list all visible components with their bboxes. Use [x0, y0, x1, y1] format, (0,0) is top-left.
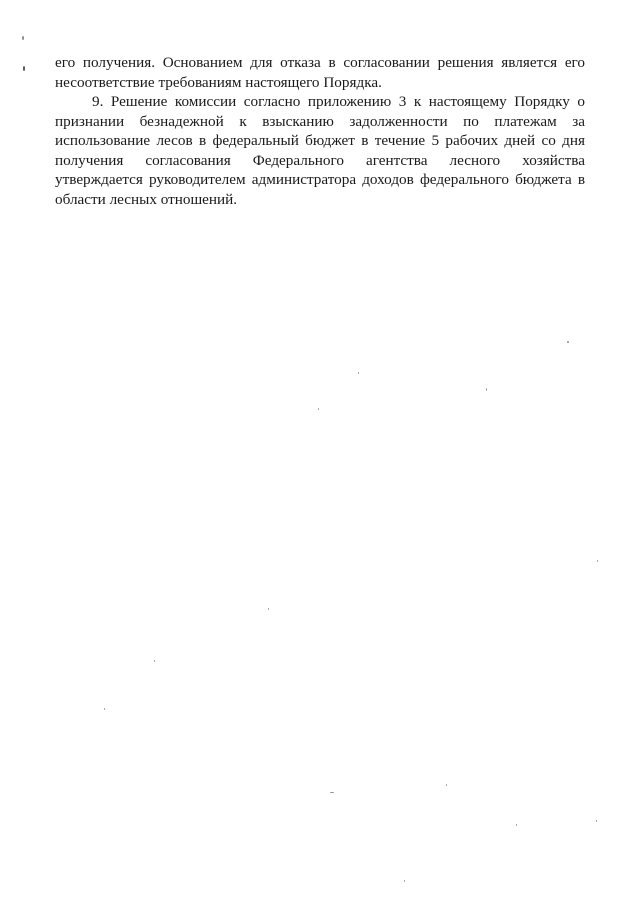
scan-speck — [23, 66, 25, 71]
scan-speck — [404, 880, 405, 882]
scan-speck — [154, 660, 155, 662]
paragraph-item-9: 9. Решение комиссии согласно приложению 3 к настоящему Порядку о признании безнадежной к взысканию задолженности по платежам за использование лесов в федеральный бюджет в течение 5 рабочих дней со дня получения согласования Федерального агентства лесного хозяйства утверждается руководителем администратора доходов федерального бюджета в области лесных отношений. — [55, 93, 585, 208]
scan-speck — [268, 608, 269, 610]
scan-speck — [597, 560, 598, 562]
paragraph-continuation: его получения. Основанием для отказа в согласовании решения является его несоответствие требованиям настоящего Порядка. — [55, 54, 585, 91]
scan-speck — [104, 708, 105, 710]
scan-speck — [446, 784, 447, 786]
scan-speck — [330, 792, 334, 793]
scan-speck — [22, 36, 24, 40]
scan-speck — [596, 820, 597, 822]
document-body — [55, 53, 585, 209]
scan-speck — [358, 372, 359, 374]
scan-speck — [516, 824, 517, 826]
scan-speck — [567, 341, 569, 343]
scan-speck — [486, 388, 487, 391]
scan-speck — [318, 408, 319, 410]
